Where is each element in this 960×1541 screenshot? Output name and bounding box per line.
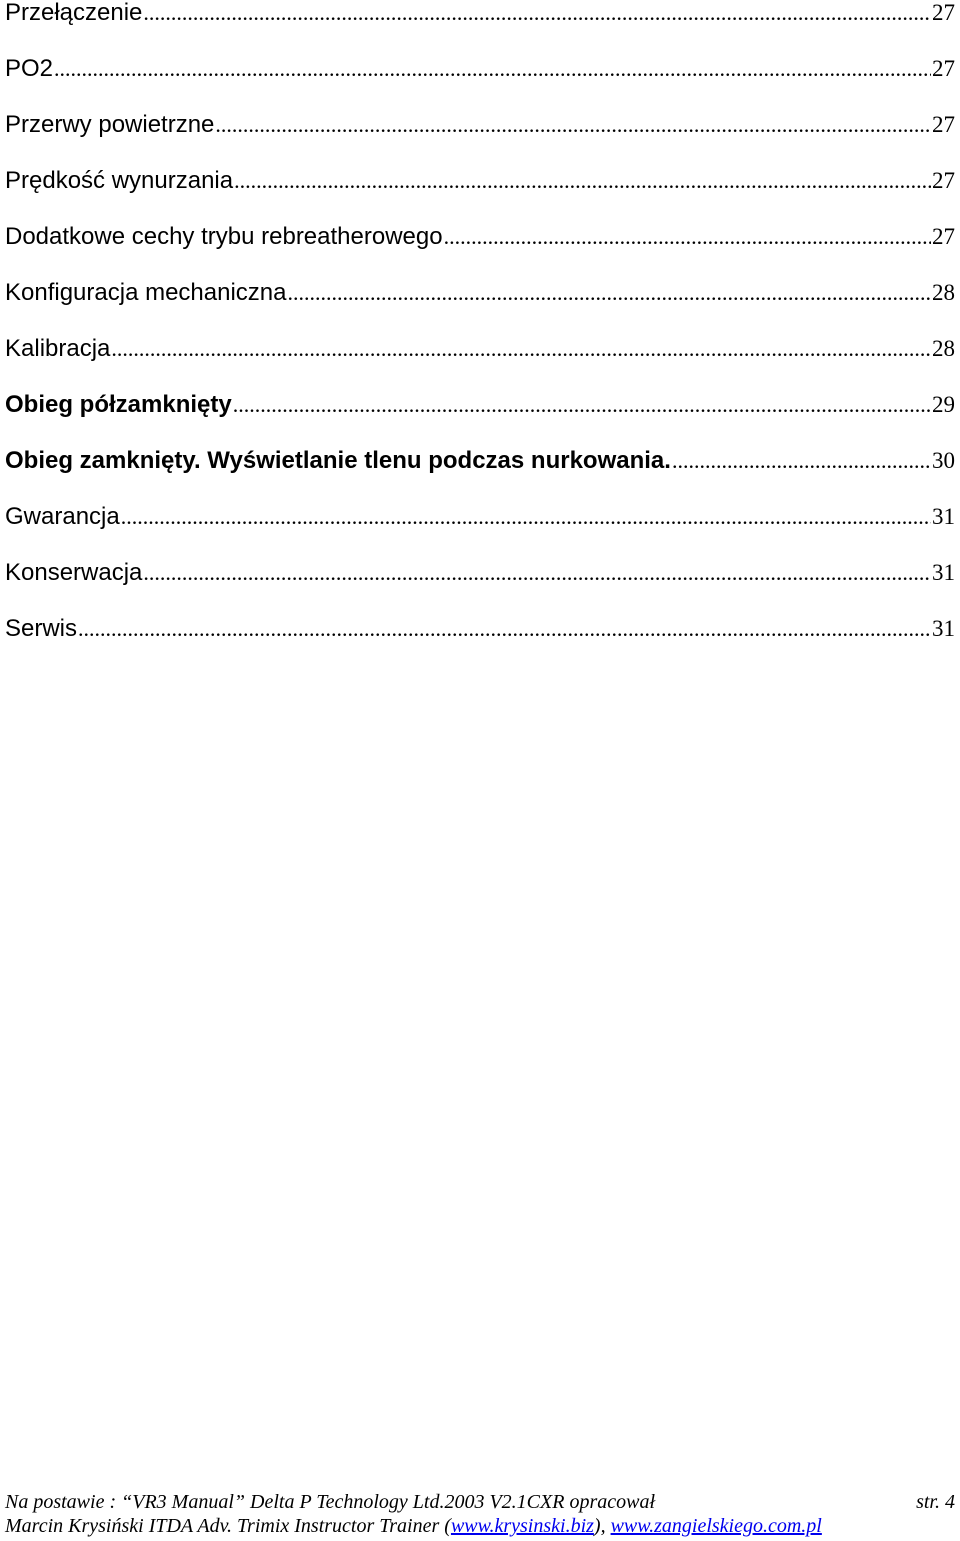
- toc-entry-title: Konfiguracja mechaniczna: [5, 279, 287, 306]
- toc-entry-page: 27: [932, 56, 955, 81]
- toc-entry-page: 31: [932, 504, 955, 529]
- toc-dot-leader: [444, 224, 931, 250]
- toc-entry-title: Przerwy powietrzne: [5, 111, 215, 138]
- footer-line-1: [5, 1490, 955, 1514]
- toc-entry-title: Przełączenie: [5, 0, 143, 26]
- toc-entry-page: 30: [932, 448, 955, 473]
- toc-entry-title: Serwis: [5, 615, 78, 642]
- toc-entry-title: Obieg półzamknięty: [5, 391, 232, 418]
- toc-entry-title: PO2: [5, 55, 54, 82]
- toc-entry-page: 27: [932, 224, 955, 249]
- footer-page-number: str. 4: [916, 1491, 955, 1513]
- footer-line-2: [5, 1514, 955, 1538]
- toc-dot-leader: [143, 0, 931, 26]
- footer-source-text: Na postawie : “VR3 Manual” Delta P Technology Ltd.2003 V2.1CXR opracował: [5, 1491, 655, 1513]
- toc-dot-leader: [233, 392, 931, 418]
- toc-dot-leader: [78, 616, 931, 642]
- page-footer: [5, 1490, 955, 1538]
- toc-entry[interactable]: [5, 448, 955, 504]
- footer-link-zangielskiego[interactable]: www.zangielskiego.com.pl: [610, 1515, 822, 1537]
- toc-entry[interactable]: [5, 112, 955, 168]
- toc-entry-page: 27: [932, 168, 955, 193]
- toc-entry-title: Prędkość wynurzania: [5, 167, 234, 194]
- toc-dot-leader: [288, 280, 932, 306]
- toc-entry[interactable]: [5, 56, 955, 112]
- toc-entry-page: 29: [932, 392, 955, 417]
- toc-entry-page: 31: [932, 616, 955, 641]
- table-of-contents: [5, 0, 955, 672]
- toc-entry[interactable]: [5, 392, 955, 448]
- toc-dot-leader: [672, 448, 931, 474]
- toc-entry-page: 27: [932, 112, 955, 137]
- toc-entry-page: 28: [932, 280, 955, 305]
- toc-entry[interactable]: [5, 224, 955, 280]
- toc-entry-title: Dodatkowe cechy trybu rebreatherowego: [5, 223, 443, 250]
- toc-entry[interactable]: [5, 168, 955, 224]
- toc-entry-title: Obieg zamknięty. Wyświetlanie tlenu podczas nurkowania.: [5, 447, 671, 474]
- toc-dot-leader: [121, 504, 931, 530]
- footer-link-krysinski[interactable]: www.krysinski.biz: [450, 1515, 594, 1537]
- toc-dot-leader: [234, 168, 931, 194]
- toc-entry[interactable]: [5, 0, 955, 56]
- toc-entry[interactable]: [5, 280, 955, 336]
- toc-entry-title: Konserwacja: [5, 559, 143, 586]
- toc-entry-title: Gwarancja: [5, 503, 120, 530]
- toc-dot-leader: [111, 336, 931, 362]
- toc-entry-page: 31: [932, 560, 955, 585]
- toc-entry[interactable]: [5, 616, 955, 672]
- footer-separator: ),: [593, 1515, 611, 1537]
- toc-entry-title: Kalibracja: [5, 335, 111, 362]
- toc-dot-leader: [54, 56, 931, 82]
- toc-entry-page: 28: [932, 336, 955, 361]
- toc-dot-leader: [215, 112, 931, 138]
- toc-entry[interactable]: [5, 504, 955, 560]
- toc-entry-page: 27: [932, 0, 955, 25]
- toc-dot-leader: [143, 560, 931, 586]
- footer-author-text: Marcin Krysiński ITDA Adv. Trimix Instructor Trainer (: [5, 1515, 451, 1537]
- toc-entry[interactable]: [5, 336, 955, 392]
- toc-entry[interactable]: [5, 560, 955, 616]
